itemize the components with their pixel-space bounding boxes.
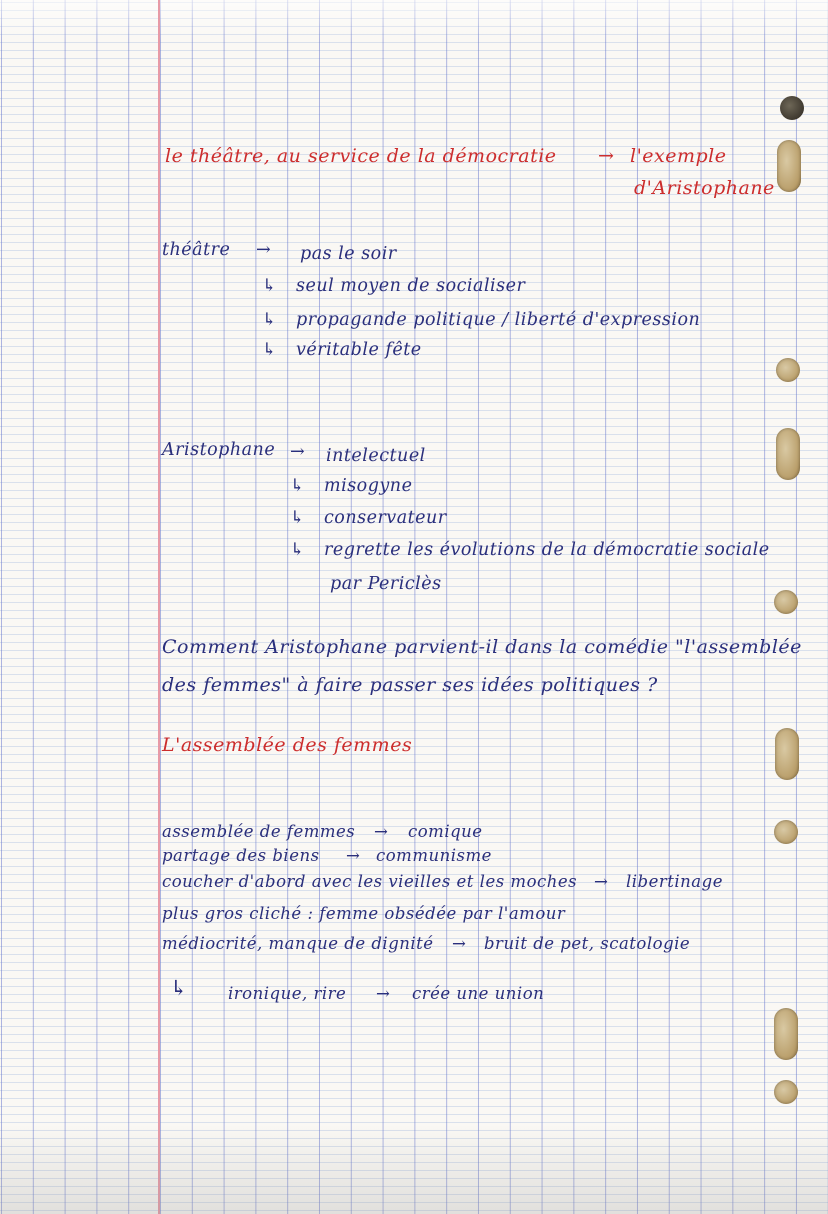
conclusion-arrow: → xyxy=(376,984,391,1003)
section-line-left: partage des biens xyxy=(162,846,320,865)
binder-hole-oval xyxy=(777,140,801,192)
binder-hole xyxy=(776,358,800,382)
question-line2: des femmes" à faire passer ses idées politiques ? xyxy=(162,674,658,696)
sub-arrow-icon: ↳ xyxy=(290,508,306,528)
section-line-left: coucher d'abord avec les vieilles et les moches xyxy=(162,872,578,891)
title-right-line1: l'exemple xyxy=(630,145,727,167)
sub-arrow-icon: ↳ xyxy=(262,276,278,296)
section-line-arrow: → xyxy=(594,872,609,891)
aristophane-item: conservateur xyxy=(324,508,447,528)
sub-arrow-icon: ↳ xyxy=(262,340,278,360)
binder-hole xyxy=(780,96,804,120)
sub-arrow-icon: ↳ xyxy=(290,476,306,496)
aristophane-item: misogyne xyxy=(324,476,413,496)
theatre-label: théâtre xyxy=(162,240,231,260)
binder-hole-oval xyxy=(774,1008,798,1060)
section-line-right: communisme xyxy=(376,846,492,865)
conclusion-hook-icon: ↳ xyxy=(170,976,189,1000)
theatre-item-first: pas le soir xyxy=(300,244,397,264)
margin-line xyxy=(158,0,160,1214)
section-line-left: médiocrité, manque de dignité xyxy=(162,934,434,953)
title-right-line2: d'Aristophane xyxy=(634,177,775,199)
binder-hole xyxy=(774,590,798,614)
title-arrow: → xyxy=(598,145,615,167)
theatre-item: véritable fête xyxy=(296,340,422,360)
aristophane-item-first: intelectuel xyxy=(326,446,426,466)
page-shade-top xyxy=(0,0,828,40)
binder-hole xyxy=(774,1080,798,1104)
section-line-arrow: → xyxy=(452,934,467,953)
sub-arrow-icon: ↳ xyxy=(290,540,306,560)
binder-hole xyxy=(774,820,798,844)
conclusion-right: crée une union xyxy=(412,984,545,1003)
page-title: le théâtre, au service de la démocratie xyxy=(165,145,557,167)
conclusion-left: ironique, rire xyxy=(228,984,347,1003)
section-title: L'assemblée des femmes xyxy=(162,734,413,756)
section-line-left: plus gros cliché : femme obsédée par l'amour xyxy=(162,904,566,923)
aristophane-arrow: → xyxy=(290,442,306,462)
theatre-item: propagande politique / liberté d'expression xyxy=(296,310,701,330)
section-line-arrow: → xyxy=(346,846,361,865)
binder-hole-oval xyxy=(775,728,799,780)
theatre-arrow: → xyxy=(256,240,272,260)
binder-hole-oval xyxy=(776,428,800,480)
section-line-left: assemblée de femmes xyxy=(162,822,356,841)
section-line-right: bruit de pet, scatologie xyxy=(484,934,691,953)
aristophane-item: regrette les évolutions de la démocratie sociale xyxy=(324,540,770,560)
page-shade-bottom xyxy=(0,1124,828,1214)
aristophane-label: Aristophane xyxy=(162,440,276,460)
theatre-item: seul moyen de socialiser xyxy=(296,276,526,296)
section-line-right: comique xyxy=(408,822,483,841)
aristophane-continuation: par Periclès xyxy=(330,574,442,594)
section-line-right: libertinage xyxy=(626,872,723,891)
question-line1: Comment Aristophane parvient-il dans la comédie "l'assemblée xyxy=(162,636,802,658)
section-line-arrow: → xyxy=(374,822,389,841)
sub-arrow-icon: ↳ xyxy=(262,310,278,330)
